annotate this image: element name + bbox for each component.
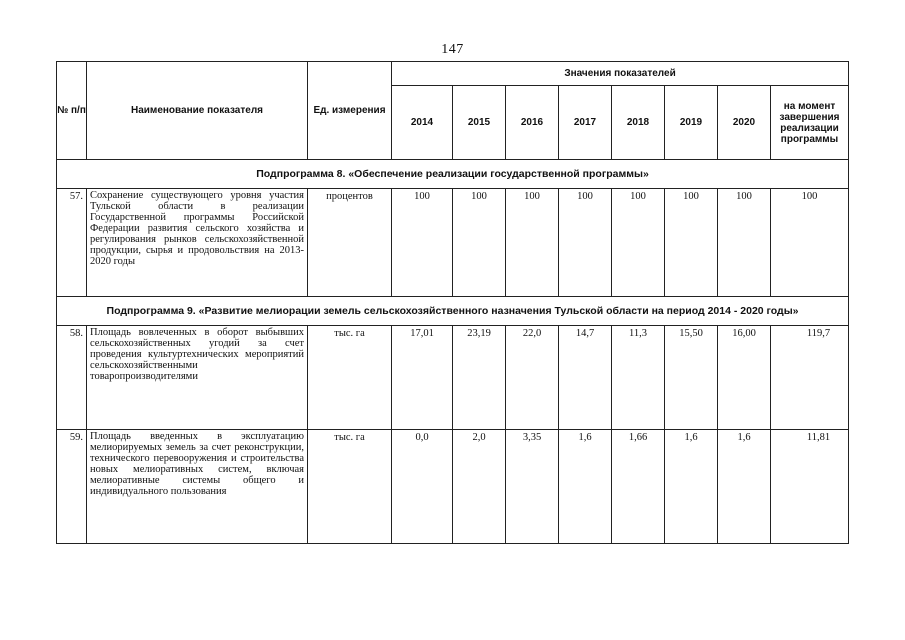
value-cell: 17,01 bbox=[392, 326, 453, 430]
header-unit: Ед. измерения bbox=[308, 62, 392, 160]
subprogram-9-title: Подпрограмма 9. «Развитие мелиорации земель сельскохозяйственного назначения Тульской области на период 2014 - 2020 годы» bbox=[57, 297, 849, 326]
value-cell: 15,50 bbox=[665, 326, 718, 430]
final-value-cell: 119,7 bbox=[771, 326, 849, 430]
value-cell: 100 bbox=[453, 189, 506, 297]
value-cell: 2,0 bbox=[453, 430, 506, 544]
table-row bbox=[57, 430, 849, 544]
unit: тыс. га bbox=[308, 430, 392, 544]
row-number: 59. bbox=[57, 430, 87, 544]
value-cell: 14,7 bbox=[559, 326, 612, 430]
table-row bbox=[57, 326, 849, 430]
unit: тыс. га bbox=[308, 326, 392, 430]
value-cell: 1,6 bbox=[665, 430, 718, 544]
value-cell: 3,35 bbox=[506, 430, 559, 544]
header-year: 2018 bbox=[612, 86, 665, 160]
header-year: 2019 bbox=[665, 86, 718, 160]
unit: процентов bbox=[308, 189, 392, 297]
value-cell: 1,6 bbox=[559, 430, 612, 544]
indicators-table bbox=[56, 61, 849, 544]
header-year: 2014 bbox=[392, 86, 453, 160]
header-year: 2020 bbox=[718, 86, 771, 160]
header-year: 2015 bbox=[453, 86, 506, 160]
header-name: Наименование показателя bbox=[87, 62, 308, 160]
value-cell: 100 bbox=[392, 189, 453, 297]
indicator-name: Сохранение существующего уровня участия Тульской области в реализации Государственной программы Российской Федерации развития сельского хозяйства и регулирования рынков сельскохозяйственной продукции, сырья и продовольствия на 2013-2020 годы bbox=[87, 189, 308, 297]
header-year: 2016 bbox=[506, 86, 559, 160]
value-cell: 1,66 bbox=[612, 430, 665, 544]
row-number: 57. bbox=[57, 189, 87, 297]
value-cell: 100 bbox=[718, 189, 771, 297]
header-values-group: Значения показателей bbox=[392, 62, 849, 86]
value-cell: 100 bbox=[665, 189, 718, 297]
header-num: № п/п bbox=[57, 62, 87, 160]
value-cell: 100 bbox=[559, 189, 612, 297]
header-year: 2017 bbox=[559, 86, 612, 160]
page-number: 147 bbox=[441, 42, 464, 57]
final-value-cell: 11,81 bbox=[771, 430, 849, 544]
final-value-cell: 100 bbox=[771, 189, 849, 297]
subprogram-8-title: Подпрограмма 8. «Обеспечение реализации государственной программы» bbox=[57, 160, 849, 189]
value-cell: 11,3 bbox=[612, 326, 665, 430]
value-cell: 100 bbox=[506, 189, 559, 297]
value-cell: 0,0 bbox=[392, 430, 453, 544]
value-cell: 16,00 bbox=[718, 326, 771, 430]
indicator-name: Площадь вовлеченных в оборот выбывших сельскохозяйственных угодий за счет проведения культуртехнических мероприятий сельскохозяйственными товаропроизводителями bbox=[87, 326, 308, 430]
value-cell: 100 bbox=[612, 189, 665, 297]
row-number: 58. bbox=[57, 326, 87, 430]
table-row bbox=[57, 189, 849, 297]
value-cell: 22,0 bbox=[506, 326, 559, 430]
indicator-name: Площадь введенных в эксплуатацию мелиорируемых земель за счет реконструкции, технического перевооружения и строительства новых мелиоративных систем, включая мелиоративные системы общего и индивидуального пользования bbox=[87, 430, 308, 544]
value-cell: 1,6 bbox=[718, 430, 771, 544]
value-cell: 23,19 bbox=[453, 326, 506, 430]
header-final: на момент завершения реализации программы bbox=[771, 86, 849, 160]
